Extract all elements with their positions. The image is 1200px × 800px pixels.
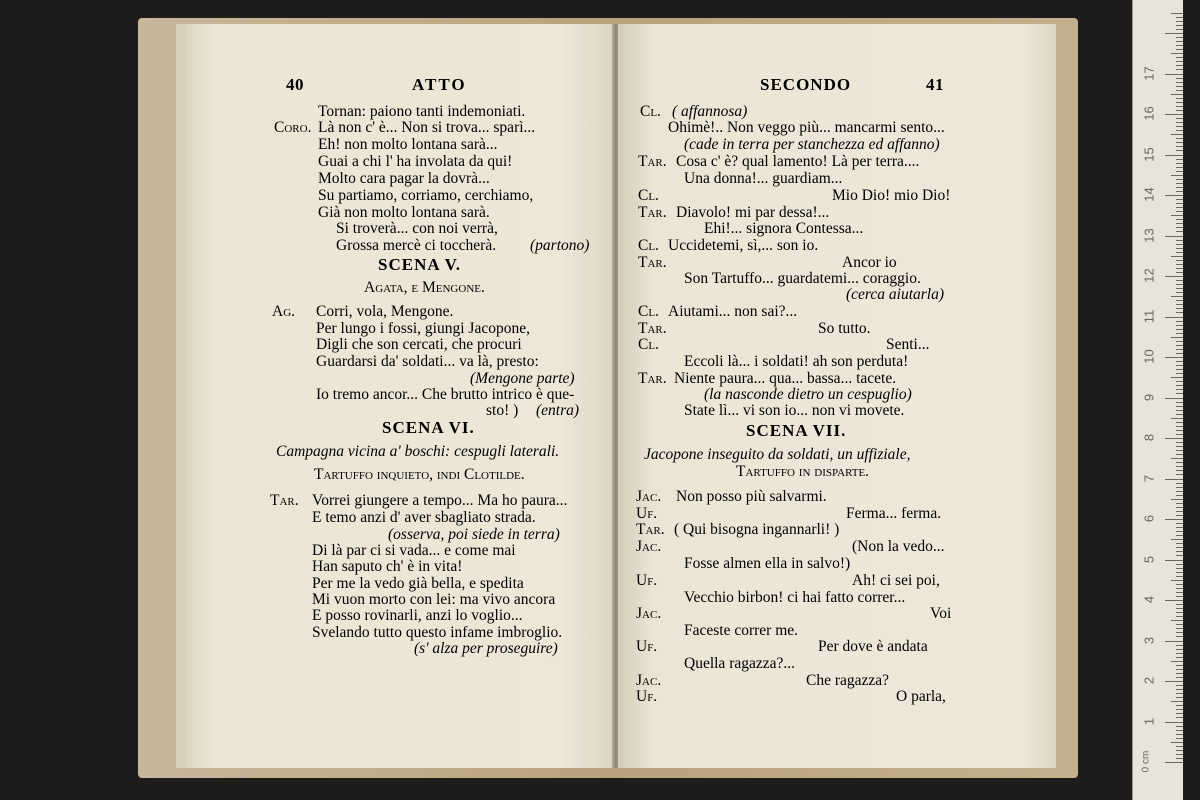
- text-line: Là non c' è... Non si trova... sparì...: [318, 119, 536, 136]
- ruler-tick: [1176, 746, 1183, 747]
- ruler-tick: [1176, 592, 1183, 593]
- ruler-tick: [1171, 337, 1183, 338]
- ruler-tick: [1176, 333, 1183, 334]
- ruler-tick: [1176, 450, 1183, 451]
- ruler-tick: [1171, 661, 1183, 662]
- ruler-tick: [1176, 628, 1183, 629]
- text-line: Mio Dio! mio Dio!: [832, 187, 951, 204]
- ruler-tick: [1165, 276, 1183, 277]
- scene-characters: Tartuffo in disparte.: [736, 463, 870, 480]
- ruler-tick: [1176, 636, 1183, 637]
- ruler-tick: [1176, 738, 1183, 739]
- speaker: Uf.: [636, 638, 658, 655]
- speaker: Tar.: [638, 204, 667, 221]
- ruler-tick: [1176, 685, 1183, 686]
- ruler-number: 13: [1141, 227, 1157, 243]
- ruler-tick: [1176, 349, 1183, 350]
- text-line: Diavolo! mi par dessa!...: [676, 204, 830, 221]
- text-line: Io tremo ancor... Che brutto intrico è que-: [316, 386, 575, 403]
- text-line: Eccoli là... i soldati! ah son perduta!: [684, 353, 909, 370]
- ruler-tick: [1176, 527, 1183, 528]
- ruler-tick: [1176, 17, 1183, 18]
- ruler-number: 14: [1141, 187, 1157, 202]
- ruler-tick: [1176, 223, 1183, 224]
- ruler-tick: [1176, 150, 1183, 151]
- text-line: Vorrei giungere a tempo... Ma ho paura...: [312, 492, 568, 509]
- ruler-tick: [1176, 284, 1183, 285]
- scene-title: SCENA VII.: [746, 421, 847, 440]
- text-line: Eh! non molto lontana sarà...: [318, 136, 498, 153]
- measuring-ruler: [1132, 0, 1183, 800]
- scene-characters: Tartuffo inquieto, indi Clotilde.: [314, 466, 525, 483]
- ruler-tick: [1176, 697, 1183, 698]
- text-line: Digli che son cercati, che procuri: [316, 336, 522, 353]
- left-running-head: ATTO: [412, 75, 467, 94]
- stage-direction: (la nasconde dietro un cespuglio): [704, 386, 912, 403]
- ruler-tick: [1176, 381, 1183, 382]
- ruler-tick: [1176, 118, 1183, 119]
- ruler-tick: [1171, 742, 1183, 743]
- text-line: Su partiamo, corriamo, cerchiamo,: [318, 187, 534, 204]
- ruler-tick: [1176, 37, 1183, 38]
- ruler-tick: [1176, 57, 1183, 58]
- ruler-tick: [1176, 677, 1183, 678]
- text-line: Per dove è andata: [818, 638, 928, 655]
- ruler-tick: [1176, 649, 1183, 650]
- ruler-tick: [1176, 69, 1183, 70]
- text-line: State lì... vi son io... non vi movete.: [684, 402, 905, 419]
- ruler-tick: [1176, 21, 1183, 22]
- ruler-tick: [1176, 312, 1183, 313]
- ruler-tick: [1176, 126, 1183, 127]
- text-line: Mi vuon morto con lei: ma vivo ancora: [312, 591, 556, 608]
- ruler-tick: [1176, 406, 1183, 407]
- ruler-tick: [1176, 446, 1183, 447]
- ruler-tick: [1165, 681, 1183, 682]
- ruler-tick: [1176, 369, 1183, 370]
- text-line: Uccidetemi, sì,... son io.: [668, 237, 819, 254]
- ruler-tick: [1176, 361, 1183, 362]
- ruler-tick: [1165, 398, 1183, 399]
- text-line: ( Qui bisogna ingannarli! ): [674, 521, 840, 538]
- ruler-number: 5: [1141, 555, 1157, 563]
- ruler-tick: [1171, 296, 1183, 297]
- speaker: Tar.: [636, 521, 665, 538]
- ruler-tick: [1176, 555, 1183, 556]
- speaker: Coro.: [274, 119, 312, 136]
- ruler-tick: [1176, 244, 1183, 245]
- ruler-number: 11: [1141, 309, 1157, 323]
- ruler-tick: [1176, 616, 1183, 617]
- speaker: Uf.: [636, 688, 658, 705]
- ruler-tick: [1176, 264, 1183, 265]
- ruler-tick: [1176, 122, 1183, 123]
- speaker: Tar.: [270, 492, 299, 509]
- ruler-tick: [1176, 292, 1183, 293]
- speaker: Uf.: [636, 505, 658, 522]
- ruler-tick: [1176, 689, 1183, 690]
- ruler-tick: [1176, 268, 1183, 269]
- ruler-tick: [1171, 539, 1183, 540]
- ruler-tick: [1176, 426, 1183, 427]
- ruler-tick: [1171, 94, 1183, 95]
- ruler-tick: [1171, 256, 1183, 257]
- ruler-tick: [1165, 33, 1183, 34]
- ruler-tick: [1176, 653, 1183, 654]
- ruler-tick: [1176, 365, 1183, 366]
- ruler-tick: [1176, 389, 1183, 390]
- ruler-tick: [1176, 308, 1183, 309]
- right-page-number: 41: [926, 75, 944, 94]
- text-line: Son Tartuffo... guardatemi... coraggio.: [684, 270, 921, 287]
- ruler-tick: [1165, 479, 1183, 480]
- ruler-tick: [1176, 61, 1183, 62]
- text-line: Fosse almen ella in salvo!): [684, 555, 851, 572]
- text-line: So tutto.: [818, 320, 871, 337]
- ruler-tick: [1176, 102, 1183, 103]
- ruler-tick: [1176, 86, 1183, 87]
- text-line: Non posso più salvarmi.: [676, 488, 827, 505]
- ruler-tick: [1165, 155, 1183, 156]
- ruler-tick: [1165, 438, 1183, 439]
- ruler-tick: [1176, 734, 1183, 735]
- ruler-tick: [1176, 300, 1183, 301]
- speaker: Cl.: [638, 303, 659, 320]
- text-line: Una donna!... guardiam...: [684, 170, 843, 187]
- ruler-tick: [1165, 195, 1183, 196]
- ruler-tick: [1176, 750, 1183, 751]
- ruler-tick: [1176, 645, 1183, 646]
- ruler-tick: [1176, 535, 1183, 536]
- text-line: Corri, vola, Mengone.: [316, 303, 454, 320]
- text-line: Che ragazza?: [806, 672, 890, 689]
- ruler-tick: [1165, 762, 1183, 763]
- ruler-tick: [1176, 41, 1183, 42]
- text-line: Grossa mercè ci toccherà.: [336, 237, 497, 254]
- text-line: Di là par ci si vada... e come mai: [312, 542, 516, 559]
- ruler-tick: [1176, 199, 1183, 200]
- text-line: Per me la vedo già bella, e spedita: [312, 575, 524, 592]
- speaker: Tar.: [638, 254, 667, 271]
- ruler-tick: [1171, 175, 1183, 176]
- ruler-number: 7: [1141, 474, 1157, 482]
- text-line: Ehi!... signora Contessa...: [704, 220, 864, 237]
- text-line: Molto cara pagar la dovrà...: [318, 170, 490, 187]
- text-line: Ohimè!.. Non veggo più... mancarmi sento...: [668, 119, 945, 136]
- ruler-tick: [1176, 288, 1183, 289]
- ruler-number: 9: [1141, 393, 1157, 401]
- speaker: Cl.: [640, 103, 661, 120]
- stage-direction: (cerca aiutarla): [846, 286, 944, 303]
- ruler-tick: [1176, 709, 1183, 710]
- ruler-number: 10: [1141, 349, 1157, 364]
- ruler-tick: [1176, 454, 1183, 455]
- ruler-tick: [1176, 65, 1183, 66]
- ruler-number: 6: [1141, 514, 1157, 523]
- ruler-tick: [1176, 442, 1183, 443]
- speaker: Tar.: [638, 370, 667, 387]
- ruler-tick: [1176, 260, 1183, 261]
- speaker: Jac.: [636, 605, 662, 622]
- ruler-tick: [1176, 142, 1183, 143]
- scene-title: SCENA V.: [378, 255, 461, 274]
- text-line: Ancor io: [842, 254, 897, 271]
- text-line: Svelando tutto questo infame imbroglio.: [312, 624, 563, 641]
- ruler-number: 15: [1141, 146, 1157, 162]
- ruler-tick: [1176, 470, 1183, 471]
- ruler-tick: [1176, 495, 1183, 496]
- ruler-tick: [1176, 82, 1183, 83]
- ruler-tick: [1176, 568, 1183, 569]
- ruler-unit-label: 0 cm: [1140, 750, 1152, 773]
- ruler-tick: [1176, 576, 1183, 577]
- speaker: Cl.: [638, 237, 659, 254]
- text-line: Ferma... ferma.: [846, 505, 942, 522]
- text-line: Guai a chi l' ha involata da qui!: [318, 153, 513, 170]
- ruler-tick: [1176, 325, 1183, 326]
- ruler-tick: [1176, 227, 1183, 228]
- ruler-tick: [1176, 341, 1183, 342]
- speaker: Cl.: [638, 187, 659, 204]
- ruler-tick: [1171, 701, 1183, 702]
- ruler-tick: [1176, 422, 1183, 423]
- ruler-tick: [1176, 130, 1183, 131]
- ruler-tick: [1171, 134, 1183, 135]
- ruler-tick: [1165, 722, 1183, 723]
- stage-direction: (entra): [536, 402, 580, 419]
- ruler-tick: [1165, 560, 1183, 561]
- ruler-tick: [1176, 45, 1183, 46]
- stage-direction: (s' alza per proseguire): [414, 640, 558, 657]
- right-running-head: SECONDO: [760, 75, 852, 94]
- ruler-tick: [1171, 620, 1183, 621]
- ruler-tick: [1176, 183, 1183, 184]
- ruler-tick: [1176, 329, 1183, 330]
- ruler-tick: [1176, 543, 1183, 544]
- ruler-tick: [1176, 29, 1183, 30]
- ruler-tick: [1176, 564, 1183, 565]
- ruler-tick: [1176, 754, 1183, 755]
- stage-direction: (Mengone parte): [470, 370, 575, 387]
- ruler-tick: [1176, 511, 1183, 512]
- ruler-number: 17: [1141, 65, 1157, 81]
- ruler-tick: [1165, 317, 1183, 318]
- ruler-tick: [1176, 179, 1183, 180]
- ruler-tick: [1176, 584, 1183, 585]
- text-line: Voi: [930, 605, 952, 622]
- text-line: (Non la vedo...: [852, 538, 945, 555]
- ruler-tick: [1176, 110, 1183, 111]
- ruler-tick: [1176, 78, 1183, 79]
- ruler-number: 3: [1141, 636, 1157, 644]
- ruler-tick: [1176, 106, 1183, 107]
- ruler-tick: [1176, 345, 1183, 346]
- ruler-tick: [1176, 393, 1183, 394]
- ruler-tick: [1176, 231, 1183, 232]
- ruler-tick: [1176, 673, 1183, 674]
- ruler-tick: [1176, 665, 1183, 666]
- ruler-tick: [1176, 624, 1183, 625]
- ruler-tick: [1171, 53, 1183, 54]
- ruler-tick: [1176, 98, 1183, 99]
- ruler-tick: [1176, 717, 1183, 718]
- ruler-tick: [1176, 608, 1183, 609]
- ruler-tick: [1176, 211, 1183, 212]
- text-line: Cosa c' è? qual lamento! Là per terra....: [676, 153, 920, 170]
- text-line: sto! ): [486, 402, 519, 419]
- ruler-tick: [1176, 304, 1183, 305]
- ruler-tick: [1176, 596, 1183, 597]
- speaker: Jac.: [636, 488, 662, 505]
- text-line: E posso rovinarli, anzi lo voglio...: [312, 607, 523, 624]
- ruler-tick: [1176, 523, 1183, 524]
- ruler-tick: [1176, 430, 1183, 431]
- ruler-tick: [1176, 531, 1183, 532]
- ruler-tick: [1176, 252, 1183, 253]
- text-line: Senti...: [886, 336, 930, 353]
- ruler-tick: [1176, 187, 1183, 188]
- ruler-tick: [1176, 280, 1183, 281]
- ruler-tick: [1176, 248, 1183, 249]
- ruler-number: 4: [1141, 595, 1157, 604]
- ruler-tick: [1176, 657, 1183, 658]
- ruler-tick: [1176, 402, 1183, 403]
- ruler-number: 16: [1141, 106, 1157, 121]
- ruler-tick: [1171, 499, 1183, 500]
- ruler-tick: [1176, 321, 1183, 322]
- ruler-tick: [1176, 669, 1183, 670]
- text-line: Guardarsi da' soldati... va là, presto:: [316, 353, 539, 370]
- ruler-tick: [1176, 191, 1183, 192]
- ruler-tick: [1171, 13, 1183, 14]
- ruler-tick: [1176, 507, 1183, 508]
- ruler-tick: [1165, 519, 1183, 520]
- ruler-tick: [1176, 163, 1183, 164]
- ruler-tick: [1176, 604, 1183, 605]
- ruler-tick: [1176, 515, 1183, 516]
- ruler-tick: [1165, 74, 1183, 75]
- ruler-tick: [1176, 726, 1183, 727]
- ruler-tick: [1176, 551, 1183, 552]
- ruler-tick: [1176, 159, 1183, 160]
- ruler-tick: [1176, 547, 1183, 548]
- ruler-tick: [1176, 572, 1183, 573]
- ruler-tick: [1165, 641, 1183, 642]
- ruler-tick: [1176, 491, 1183, 492]
- ruler-tick: [1176, 203, 1183, 204]
- speaker: Ag.: [272, 303, 296, 320]
- ruler-tick: [1176, 207, 1183, 208]
- ruler-tick: [1165, 236, 1183, 237]
- ruler-tick: [1171, 215, 1183, 216]
- ruler-tick: [1176, 373, 1183, 374]
- ruler-tick: [1176, 219, 1183, 220]
- ruler-tick: [1171, 580, 1183, 581]
- ruler-tick: [1176, 171, 1183, 172]
- ruler-tick: [1176, 503, 1183, 504]
- text-line: Si troverà... con noi verrà,: [336, 220, 498, 237]
- text-line: Ah! ci sei poi,: [852, 572, 940, 589]
- text-line: Han saputo ch' è in vita!: [312, 558, 463, 575]
- speaker: Jac.: [636, 672, 662, 689]
- ruler-tick: [1176, 146, 1183, 147]
- ruler-tick: [1176, 90, 1183, 91]
- ruler-tick: [1176, 466, 1183, 467]
- text-line: Tornan: paiono tanti indemoniati.: [318, 103, 526, 120]
- ruler-number: 2: [1141, 676, 1157, 685]
- ruler-number: 1: [1141, 717, 1157, 725]
- ruler-tick: [1165, 600, 1183, 601]
- ruler-tick: [1176, 612, 1183, 613]
- text-line: Già non molto lontana sarà.: [318, 204, 490, 221]
- ruler-tick: [1171, 377, 1183, 378]
- ruler-tick: [1176, 730, 1183, 731]
- ruler-tick: [1176, 353, 1183, 354]
- speaker: Jac.: [636, 538, 662, 555]
- ruler-tick: [1176, 483, 1183, 484]
- ruler-tick: [1176, 705, 1183, 706]
- ruler-tick: [1176, 758, 1183, 759]
- speaker: Uf.: [636, 572, 658, 589]
- ruler-number: 12: [1141, 268, 1157, 283]
- scene-title: SCENA VI.: [382, 418, 475, 437]
- ruler-tick: [1176, 693, 1183, 694]
- ruler-number: 8: [1141, 433, 1157, 442]
- ruler-tick: [1176, 385, 1183, 386]
- text-line: Vecchio birbon! ci hai fatto correr...: [684, 589, 906, 606]
- text-line: Aiutami... non sai?...: [668, 303, 798, 320]
- text-line: E temo anzi d' aver sbagliato strada.: [312, 509, 536, 526]
- scene-characters: Jacopone inseguito da soldati, un uffiziale,: [644, 446, 911, 463]
- ruler-tick: [1176, 588, 1183, 589]
- ruler-tick: [1176, 632, 1183, 633]
- ruler-tick: [1176, 410, 1183, 411]
- stage-direction: (osserva, poi siede in terra): [388, 526, 560, 543]
- speaker: Tar.: [638, 153, 667, 170]
- ruler-tick: [1171, 458, 1183, 459]
- text-line: Per lungo i fossi, giungi Jacopone,: [316, 320, 530, 337]
- ruler-tick: [1176, 474, 1183, 475]
- ruler-tick: [1165, 114, 1183, 115]
- ruler-tick: [1176, 434, 1183, 435]
- ruler-tick: [1176, 25, 1183, 26]
- ruler-tick: [1176, 240, 1183, 241]
- stage-direction: (partono): [530, 237, 590, 254]
- text-line: Quella ragazza?...: [684, 655, 796, 672]
- ruler-tick: [1176, 138, 1183, 139]
- scene-characters: Agata, e Mengone.: [364, 279, 485, 296]
- ruler-tick: [1171, 418, 1183, 419]
- ruler-tick: [1176, 487, 1183, 488]
- ruler-tick: [1176, 462, 1183, 463]
- speaker: Tar.: [638, 320, 667, 337]
- text-line: Niente paura... qua... bassa... tacete.: [674, 370, 897, 387]
- ruler-tick: [1165, 357, 1183, 358]
- ruler-tick: [1176, 414, 1183, 415]
- ruler-tick: [1176, 272, 1183, 273]
- text-line: O parla,: [896, 688, 946, 705]
- scene-setting: Campagna vicina a' boschi: cespugli laterali.: [276, 443, 560, 460]
- ruler-tick: [1176, 49, 1183, 50]
- left-page-number: 40: [286, 75, 304, 94]
- text-line: Faceste correr me.: [684, 622, 799, 639]
- stage-direction: (cade in terra per stanchezza ed affanno): [684, 136, 940, 153]
- stage-direction: ( affannosa): [672, 103, 748, 120]
- ruler-tick: [1176, 713, 1183, 714]
- ruler-tick: [1176, 167, 1183, 168]
- speaker: Cl.: [638, 336, 659, 353]
